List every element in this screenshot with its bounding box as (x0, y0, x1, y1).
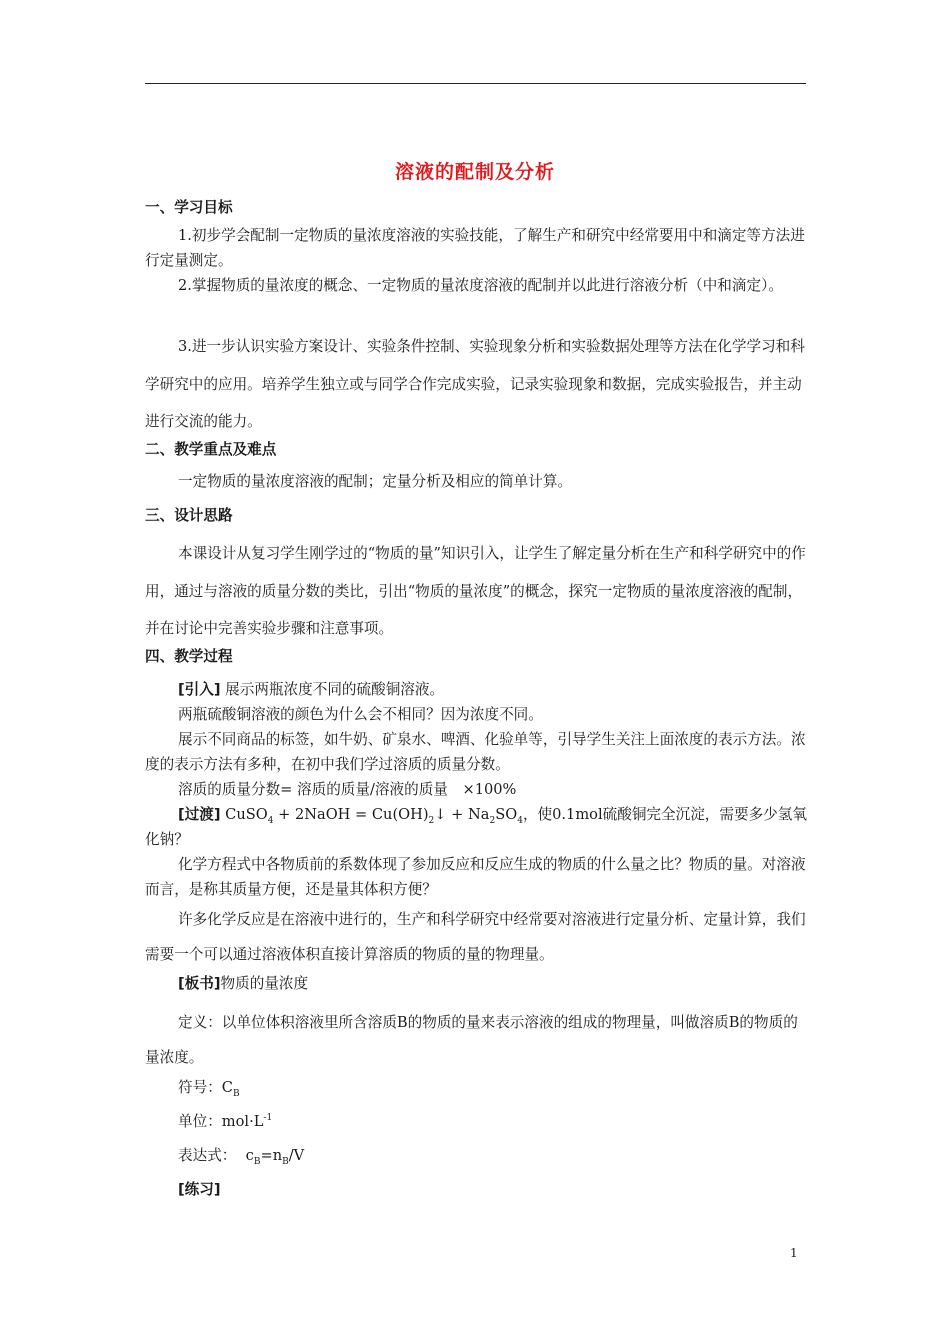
section-heading-key-points: 二、教学重点及难点 (145, 441, 277, 458)
objective-1: 1.初步学会配制一定物质的量浓度溶液的实验技能，了解生产和研究中经常要用中和滴定等方法进行定量测定。 (145, 227, 805, 269)
section-heading-design: 三、设计思路 (145, 507, 233, 524)
practice-line (145, 1177, 807, 1202)
document-title: 溶液的配制及分析 (394, 161, 555, 183)
objective-3: 3.进一步认识实验方案设计、实验条件控制、实验现象分析和实验数据处理等方法在化学学习和科学研究中的应用。培养学生独立或与同学合作完成实验，记录实验现象和数据，完成实验报告，并主动进行交流的能力。 (145, 338, 805, 430)
header-rule (145, 83, 806, 84)
process-paragraph-1: 两瓶硫酸铜溶液的颜色为什么会不相同？因为浓度不同。 (178, 706, 543, 723)
symbol-line: 符号：$C_B$ (178, 1079, 240, 1099)
process-paragraph-5: 许多化学反应是在溶液中进行的，生产和科学研究中经常要对溶液进行定量分析、定量计算，我们需要一个可以通过溶液体积直接计算溶质的物质的量的物理量。 (145, 911, 806, 963)
board-text: 物质的量浓度 (220, 975, 309, 992)
board-paragraph (145, 971, 807, 996)
transition-equation: CuSO$_4$ + 2NaOH = $Cu(OH)_2↓ + Na_2SO_4$ (225, 806, 523, 826)
intro-tag: [引入] (178, 681, 221, 698)
objective-2: 2.掌握物质的量浓度的概念、一定物质的量浓度溶液的配制并以此进行溶液分析（中和滴定）。 (178, 277, 783, 294)
page-number: 1 (790, 1246, 798, 1260)
intro-text: 展示两瓶浓度不同的硫酸铜溶液。 (225, 681, 445, 698)
section-heading-objectives: 一、学习目标 (145, 199, 233, 216)
intro-paragraph (145, 677, 807, 702)
expression-line: 表达式： $c_B=n_B/V$ (178, 1147, 305, 1167)
transition-text: ，使0.1mol硫酸铜完全沉淀，需要多少氢氧化钠？ (145, 806, 807, 848)
practice-tag: [练习] (178, 1181, 221, 1198)
section-heading-process: 四、教学过程 (145, 648, 233, 665)
process-paragraph-2: 展示不同商品的标签，如牛奶、矿泉水、啤酒、化验单等，引导学生关注上面浓度的表示方法。浓度的表示方法有多种，在初中我们学过溶质的质量分数。 (145, 731, 806, 773)
design-text: 本课设计从复习学生刚学过的“物质的量”知识引入，让学生了解定量分析在生产和科学研究中的作用，通过与溶液的质量分数的类比，引出“物质的量浓度”的概念，探究一定物质的量浓度溶液的配制，并在讨论中完善实验步骤和注意事项。 (145, 545, 806, 637)
key-points-text: 一定物质的量浓度溶液的配制；定量分析及相应的简单计算。 (178, 473, 573, 490)
process-paragraph-4: 化学方程式中各物质前的系数体现了参加反应和反应生成的物质的什么量之比？物质的量。对溶液而言，是称其质量方便，还是量其体积方便？ (145, 856, 806, 898)
transition-paragraph (145, 802, 807, 852)
board-tag: [板书] (178, 975, 221, 992)
unit-line: 单位：$mol\cdot L^{-1}$ (178, 1113, 273, 1130)
definition-text: 定义：以单位体积溶液里所含溶质B的物质的量来表示溶液的组成的物理量，叫做溶质B的物质的量浓度。 (145, 1014, 798, 1066)
mass-fraction-formula: 溶质的质量分数= 溶质的质量/溶液的质量 ×100% (178, 781, 517, 798)
transition-tag: [过渡] (178, 806, 221, 823)
